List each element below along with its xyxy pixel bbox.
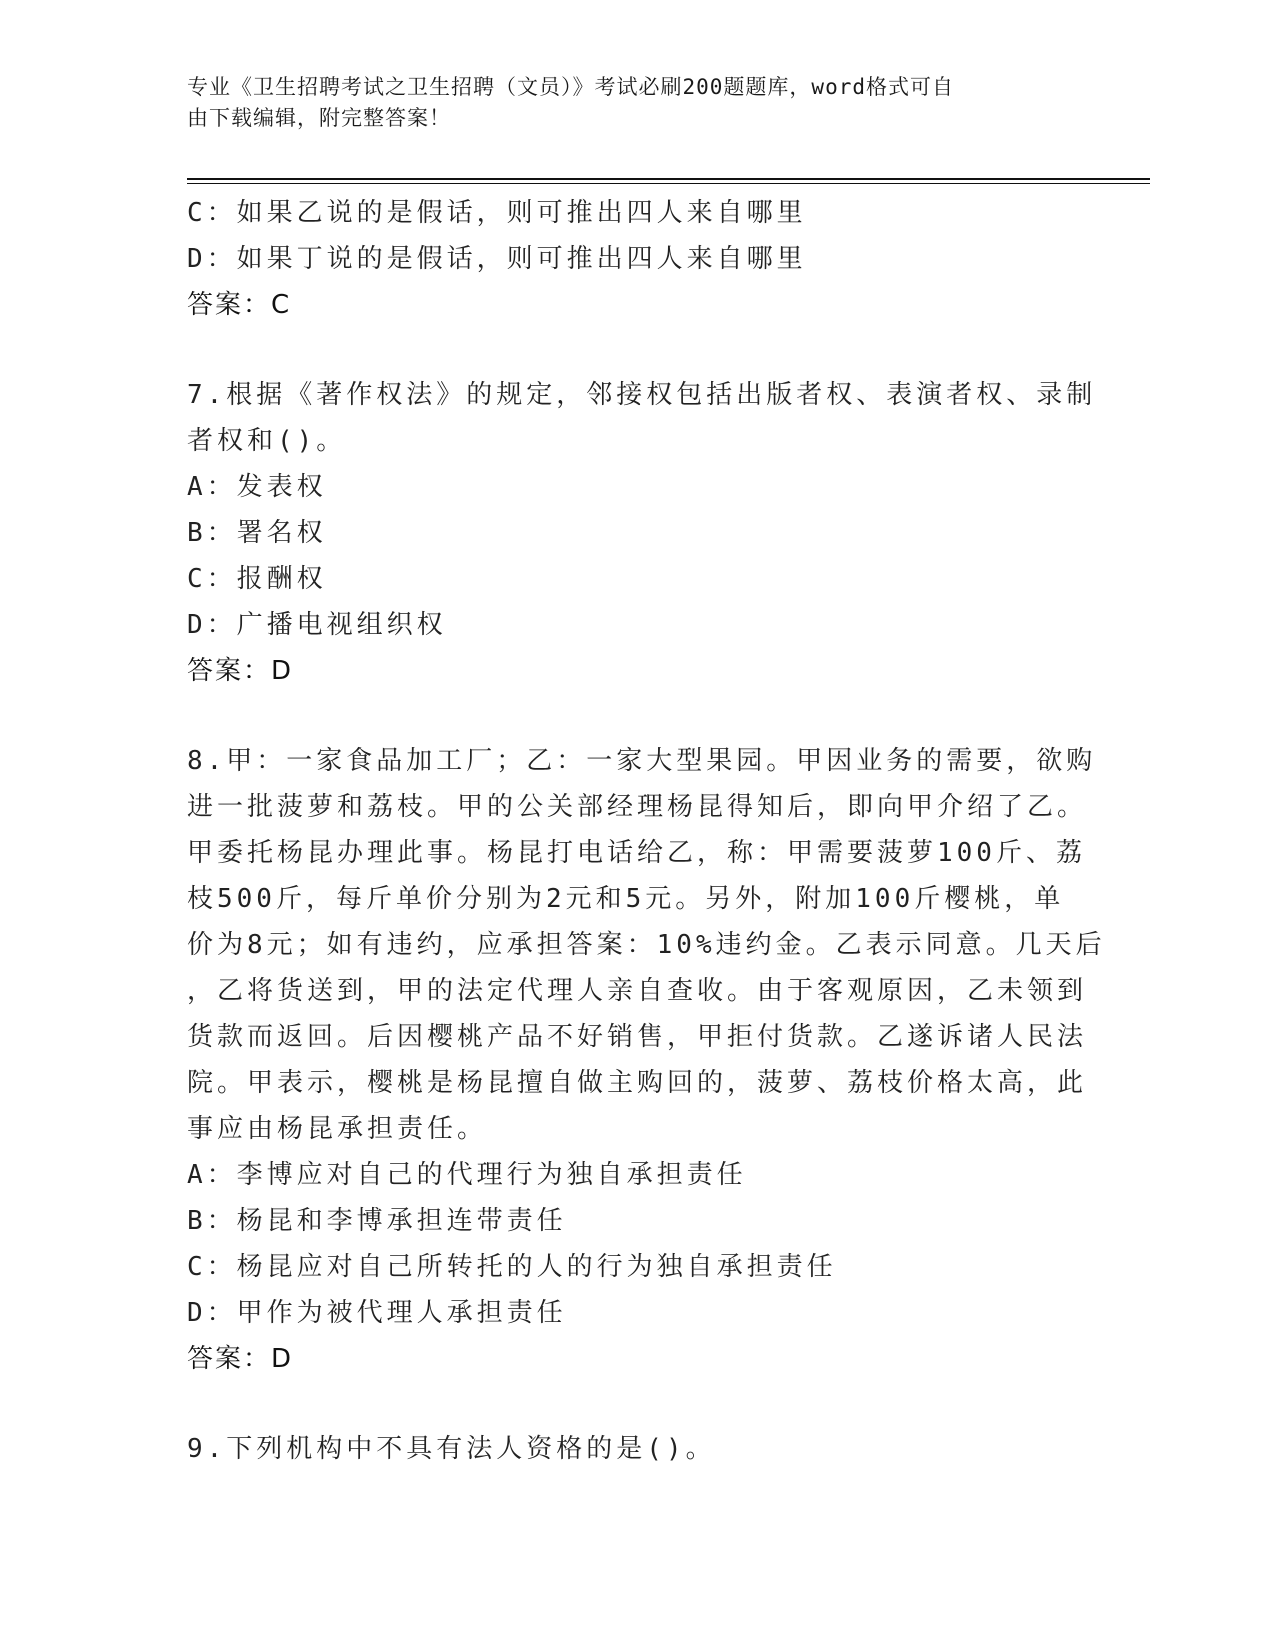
question-7 — [187, 372, 1097, 694]
question-stem-line: 7.根据《著作权法》的规定，邻接权包括出版者权、表演者权、录制 — [187, 380, 1097, 410]
question-stem-line: ，乙将货送到，甲的法定代理人亲自查收。由于客观原因，乙未领到 — [187, 976, 1088, 1006]
question-stem-line: 枝500斤，每斤单价分别为2元和5元。另外，附加100斤樱桃，单 — [187, 884, 1065, 914]
answer-line: 答案：D — [187, 1344, 294, 1374]
option-b: B：杨昆和李博承担连带责任 — [187, 1206, 567, 1236]
question-stem-line: 事应由杨昆承担责任。 — [187, 1114, 488, 1144]
spacer — [187, 1382, 1087, 1426]
question-stem-line: 进一批菠萝和荔枝。甲的公关部经理杨昆得知后，即向甲介绍了乙。 — [187, 792, 1088, 822]
question-content — [187, 190, 1106, 1472]
option-a: A：李博应对自己的代理行为独自承担责任 — [187, 1160, 747, 1190]
header-line-2: 由下载编辑，附完整答案！ — [187, 106, 451, 130]
question-9 — [187, 1426, 1087, 1472]
header-rule-thin — [187, 183, 1150, 184]
option-c: C：报酬权 — [187, 564, 327, 594]
header-rule-thick — [187, 178, 1150, 180]
question-stem-line: 价为8元；如有违约，应承担答案：10%违约金。乙表示同意。几天后 — [187, 930, 1106, 960]
answer-line: 答案：C — [187, 290, 292, 320]
option-c: C：如果乙说的是假话，则可推出四人来自哪里 — [187, 198, 807, 228]
document-header — [187, 72, 1087, 134]
question-stem-line: 9.下列机构中不具有法人资格的是()。 — [187, 1434, 716, 1464]
header-line-1: 专业《卫生招聘考试之卫生招聘（文员）》考试必刷200题题库，word格式可自 — [187, 75, 954, 99]
option-d: D：甲作为被代理人承担责任 — [187, 1298, 567, 1328]
answer-line: 答案：D — [187, 656, 294, 686]
question-6-tail — [187, 190, 1087, 328]
spacer — [187, 694, 1087, 738]
question-stem-line: 货款而返回。后因樱桃产品不好销售，甲拒付货款。乙遂诉诸人民法 — [187, 1022, 1088, 1052]
question-stem-line: 院。甲表示，樱桃是杨昆擅自做主购回的，菠萝、荔枝价格太高，此 — [187, 1068, 1088, 1098]
question-8 — [187, 738, 1106, 1382]
option-a: A：发表权 — [187, 472, 327, 502]
option-b: B：署名权 — [187, 518, 327, 548]
question-stem-line: 8.甲：一家食品加工厂；乙：一家大型果园。甲因业务的需要，欲购 — [187, 746, 1097, 776]
spacer — [187, 328, 1087, 372]
question-stem-line: 甲委托杨昆办理此事。杨昆打电话给乙，称：甲需要菠萝100斤、荔 — [187, 838, 1086, 868]
question-stem-line: 者权和()。 — [187, 426, 347, 456]
option-d: D：广播电视组织权 — [187, 610, 447, 640]
option-c: C：杨昆应对自己所转托的人的行为独自承担责任 — [187, 1252, 837, 1282]
option-d: D：如果丁说的是假话，则可推出四人来自哪里 — [187, 244, 807, 274]
